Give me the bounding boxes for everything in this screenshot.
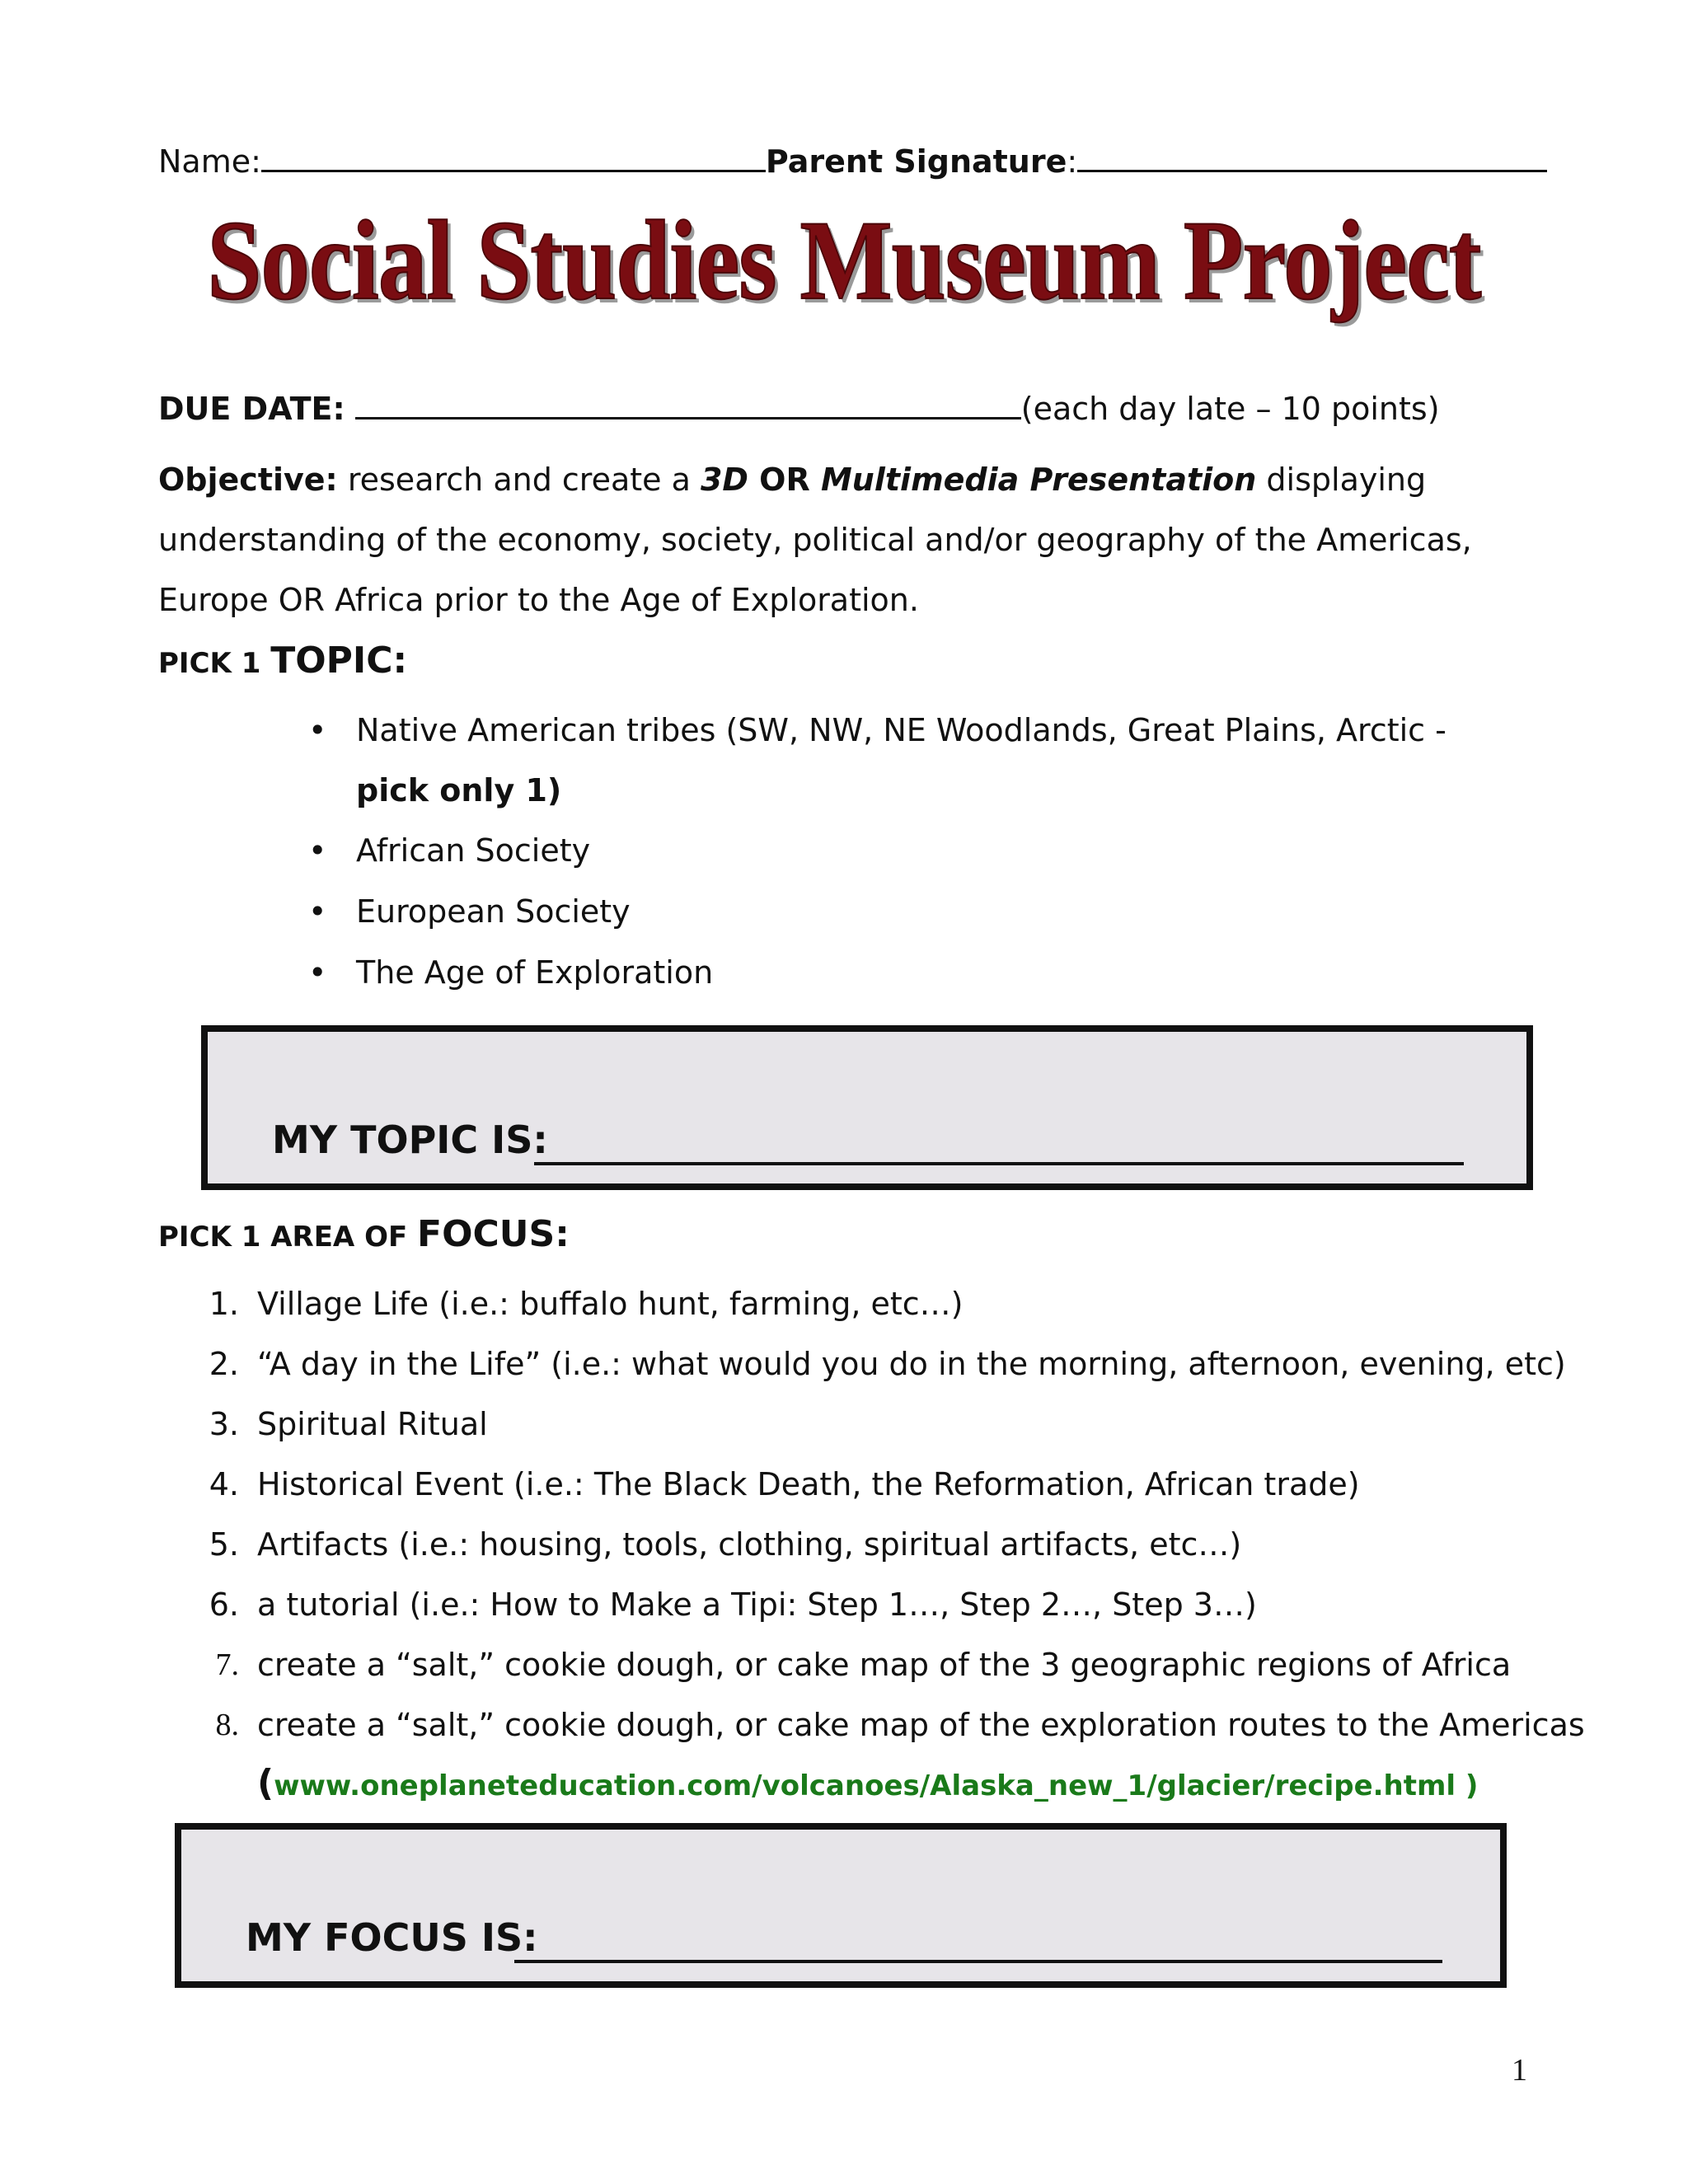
topic-item: The Age of Exploration <box>356 954 714 991</box>
topic-item: European Society <box>356 893 631 930</box>
topic-item: African Society <box>356 832 591 869</box>
focus-item: “A day in the Life” (i.e.: what would you do in the morning, afternoon, evening, etc) <box>257 1346 1566 1382</box>
focus-item: Artifacts (i.e.: housing, tools, clothing, spiritual artifacts, etc…) <box>257 1526 1242 1563</box>
topic-item-text: Native American tribes (SW, NW, NE Woodlands, Great Plains, Arctic - <box>356 712 1447 748</box>
page-number: 1 <box>1512 2053 1527 2088</box>
objective-or: OR <box>748 462 821 498</box>
my-topic-input-line[interactable] <box>534 1119 1464 1165</box>
bullet-icon: • <box>308 954 327 991</box>
list-number: 6. <box>209 1586 239 1623</box>
objective-label: Objective: <box>158 462 338 498</box>
list-number: 3. <box>209 1406 239 1442</box>
topic-heading-big: TOPIC: <box>270 640 408 682</box>
my-focus-box <box>175 1823 1507 1988</box>
name-label: Name: <box>158 143 261 180</box>
recipe-link[interactable]: www.oneplaneteducation.com/volcanoes/Alaska_new_1/glacier/recipe.html ) <box>274 1769 1479 1802</box>
due-date-line <box>158 384 1440 427</box>
focus-item: a tutorial (i.e.: How to Make a Tipi: Step 1…, Step 2…, Step 3…) <box>257 1586 1257 1623</box>
focus-heading-big: FOCUS: <box>417 1213 570 1255</box>
focus-item: create a “salt,” cookie dough, or cake map of the 3 geographic regions of Africa <box>257 1647 1512 1683</box>
header-line <box>158 137 1547 180</box>
my-focus-label: MY FOCUS IS: <box>246 1915 538 1960</box>
bullet-icon: • <box>308 712 327 748</box>
parent-signature-label: Parent Signature <box>765 143 1067 180</box>
topic-section-heading <box>158 640 407 682</box>
focus-heading-small: PICK 1 AREA OF <box>158 1221 418 1254</box>
due-date-blank <box>355 384 1021 419</box>
due-date-label: DUE DATE: <box>158 390 345 427</box>
bullet-icon: • <box>308 893 327 930</box>
page-title: Social Studies Museum Project <box>207 197 1481 323</box>
list-number: 1. <box>209 1286 239 1322</box>
my-topic-box <box>201 1025 1533 1190</box>
list-number: 8. <box>215 1708 239 1742</box>
objective-paragraph <box>158 450 1526 630</box>
focus-item: Village Life (i.e.: buffalo hunt, farming, etc…) <box>257 1286 964 1322</box>
recipe-link-line <box>257 1762 1478 1804</box>
due-date-note: (each day late – 10 points) <box>1020 390 1440 427</box>
list-number: 5. <box>209 1526 239 1563</box>
bullet-icon: • <box>308 832 327 869</box>
my-topic-label: MY TOPIC IS: <box>272 1118 548 1162</box>
objective-option-multimedia: Multimedia Presentation <box>820 462 1257 498</box>
focus-item: create a “salt,” cookie dough, or cake map of the exploration routes to the Americas <box>257 1707 1585 1743</box>
objective-option-3d: 3D <box>700 462 748 498</box>
focus-section-heading <box>158 1213 570 1255</box>
objective-text-1: research and create a <box>337 462 701 498</box>
list-number: 4. <box>209 1466 239 1502</box>
objective-text-2: displaying understanding of the economy, society, political and/or geography of the Americas, Europe OR Africa prior to the Age of Exploration. <box>158 462 1472 618</box>
topic-item-emphasis: pick only 1) <box>356 772 562 808</box>
list-number: 7. <box>215 1647 239 1682</box>
name-blank <box>261 137 766 172</box>
link-open-paren: ( <box>257 1762 274 1804</box>
focus-item: Spiritual Ritual <box>257 1406 488 1442</box>
my-focus-input-line[interactable] <box>514 1917 1442 1963</box>
parent-signature-colon: : <box>1067 143 1078 180</box>
topic-heading-small: PICK 1 <box>158 647 271 680</box>
focus-item: Historical Event (i.e.: The Black Death, the Reformation, African trade) <box>257 1466 1360 1502</box>
topic-item <box>356 701 1493 821</box>
list-number: 2. <box>209 1346 239 1382</box>
parent-signature-blank <box>1077 137 1547 172</box>
